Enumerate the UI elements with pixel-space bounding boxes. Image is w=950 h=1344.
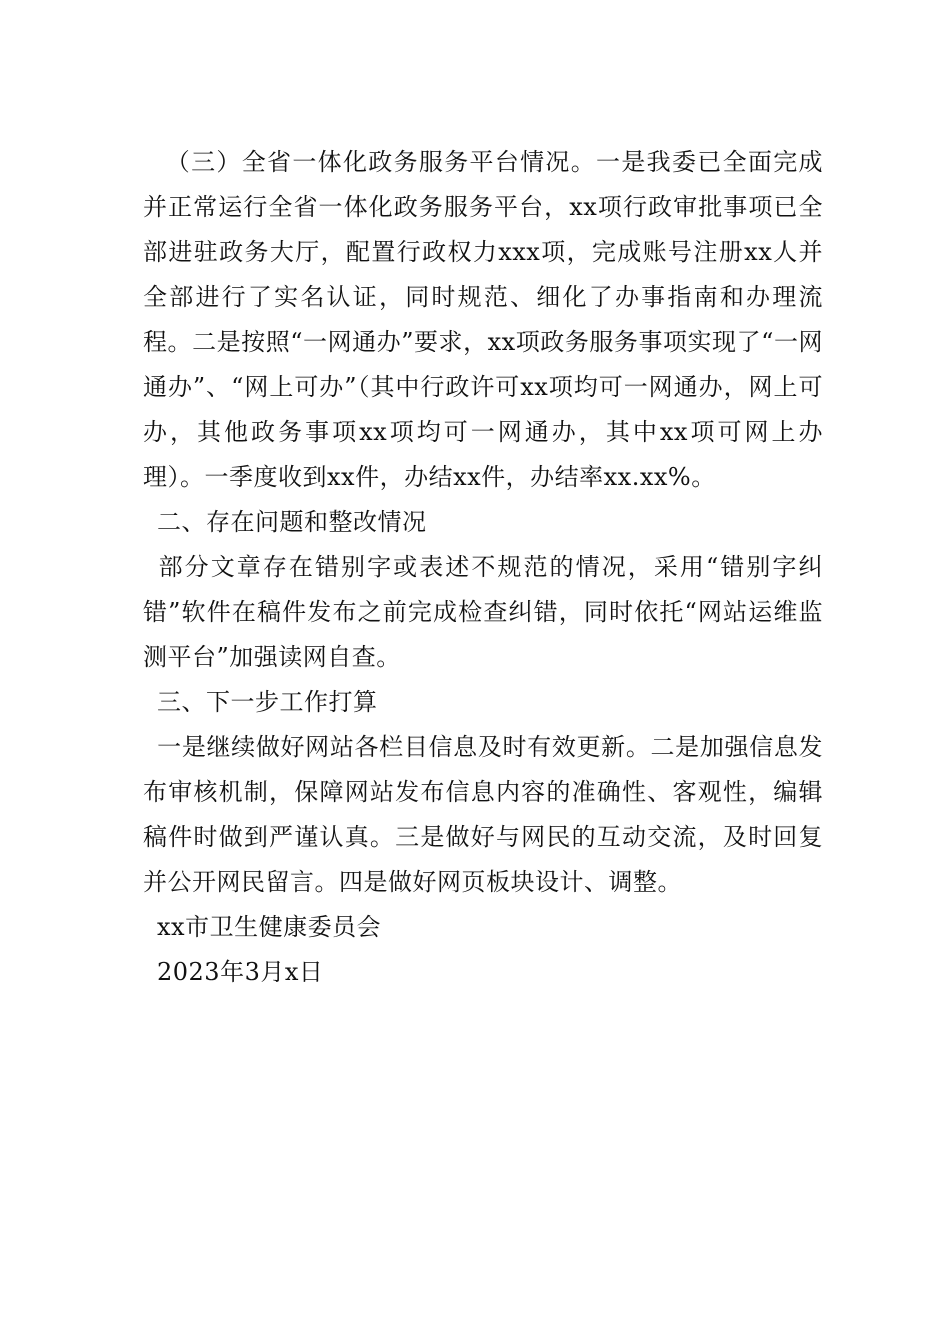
- subsection-title: （三）全省一体化政务服务平台情况。: [165, 148, 597, 176]
- paragraph-next-steps: [143, 725, 823, 905]
- section-heading-problems-text: 二、存在问题和整改情况: [157, 508, 427, 536]
- paragraph-text: 二是加强信息发布审核机制，保障网站发布信息内容的准确性、客观性，编辑稿件时做到严谨认真。三是做好与网民的互动交流，及时回复并公开网民留言。四是做好网页板块设计、调整。: [143, 733, 823, 896]
- next-steps-lead: 一是继续做好网站各栏目信息及时有效更新。: [157, 733, 651, 761]
- document-body: [143, 140, 823, 995]
- paragraph-text: 一是我委已全面完成并正常运行全省一体化政务服务平台，xx项行政审批事项已全部进驻政务大厅，配置行政权力xxx项，完成账号注册xx人并全部进行了实名认证，同时规范、细化了办事指南和办理流程。二是按照“一网通办”要求，xx项政务服务事项实现了“一网通办”、“网上可办”（其中行政许可xx项均可一网通办，网上可办，其他政务事项xx项均可一网通办，其中xx项可网上办理）。一季度收到xx件，办结xx件，办结率xx.xx%。: [143, 148, 824, 491]
- section-heading-problems: [143, 500, 823, 545]
- section-heading-next-steps-text: 三、下一步工作打算: [157, 688, 378, 716]
- signature-organization: xx市卫生健康委员会: [157, 913, 382, 941]
- paragraph-text: 部分文章存在错别字或表述不规范的情况，采用“错别字纠错”软件在稿件发布之前完成检查纠错，同时依托“网站运维监测平台”加强读网自查。: [143, 553, 823, 671]
- paragraph-problems: [143, 545, 823, 680]
- section-heading-next-steps: [143, 680, 823, 725]
- paragraph-platform-status: [143, 140, 823, 500]
- signature-date: 2023年3月x日: [157, 958, 324, 986]
